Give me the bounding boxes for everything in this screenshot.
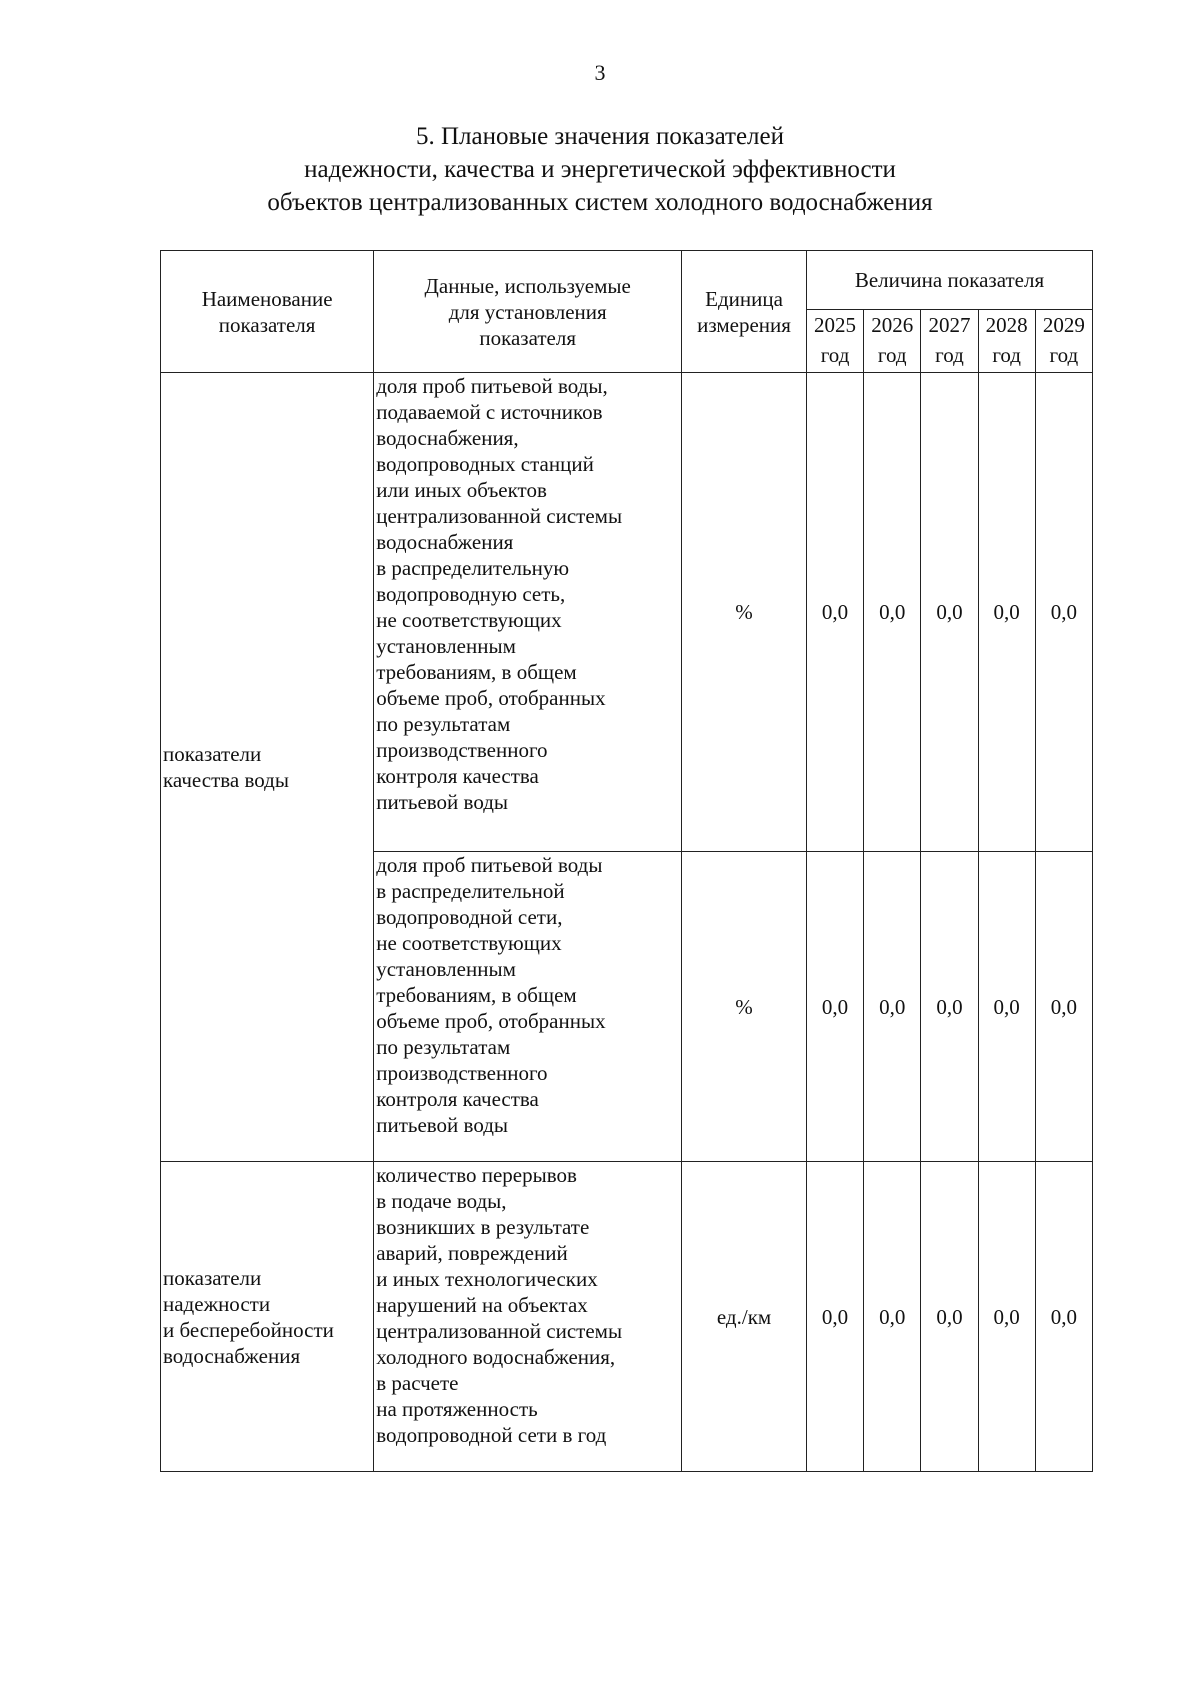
indicator-value-2025: 0,0 xyxy=(806,373,863,852)
indicator-value-2025: 0,0 xyxy=(806,1162,863,1472)
header-year-suffix: год xyxy=(935,343,964,367)
header-year-2027 xyxy=(921,310,978,373)
document-title xyxy=(0,120,1200,219)
indicator-value-2027: 0,0 xyxy=(921,852,978,1162)
header-year-number: 2028 xyxy=(985,313,1028,337)
header-year-number: 2025 xyxy=(814,313,857,337)
header-year-number: 2027 xyxy=(928,313,971,337)
header-year-suffix: год xyxy=(992,343,1021,367)
header-year-2026 xyxy=(864,310,921,373)
header-year-suffix: год xyxy=(820,343,850,367)
table-row xyxy=(161,1162,1093,1472)
header-indicator-name: Наименование показателя xyxy=(161,251,374,373)
indicator-source-data: доля проб питьевой воды, подаваемой с источников водоснабжения, водопроводных станций или иных объектов централизованной системы водоснабжения в распределительную водопроводную сеть, не соответствующих установленным требованиям, в общем объеме проб, отобранных по результатам производственного контроля качества питьевой воды xyxy=(374,373,682,852)
indicator-value-2026: 0,0 xyxy=(864,852,921,1162)
indicator-value-2029: 0,0 xyxy=(1035,373,1092,852)
indicator-unit: % xyxy=(682,373,807,852)
indicator-source-data: доля проб питьевой воды в распределительной водопроводной сети, не соответствующих установленным требованиям, в общем объеме проб, отобранных по результатам производственного контроля качества питьевой воды xyxy=(374,852,682,1162)
indicator-value-2028: 0,0 xyxy=(978,373,1035,852)
header-year-2028 xyxy=(978,310,1035,373)
indicator-value-2027: 0,0 xyxy=(921,373,978,852)
indicator-value-2028: 0,0 xyxy=(978,1162,1035,1472)
indicator-value-2029: 0,0 xyxy=(1035,852,1092,1162)
indicator-value-2025: 0,0 xyxy=(806,852,863,1162)
indicator-value-2027: 0,0 xyxy=(921,1162,978,1472)
page-number: 3 xyxy=(594,60,606,85)
indicator-group-name: показатели качества воды xyxy=(161,373,374,1162)
header-year-number: 2029 xyxy=(1042,313,1085,337)
header-indicator-value: Величина показателя xyxy=(806,251,1092,310)
indicator-unit: % xyxy=(682,852,807,1162)
header-year-number: 2026 xyxy=(871,313,914,337)
header-year-2025 xyxy=(806,310,863,373)
title-line-3: объектов централизованных систем холодного водоснабжения xyxy=(267,189,933,216)
indicator-group-name: показатели надежности и бесперебойности водоснабжения xyxy=(161,1162,374,1472)
title-line-2: надежности, качества и энергетической эффективности xyxy=(304,156,896,183)
header-year-2029 xyxy=(1035,310,1092,373)
table-row xyxy=(161,373,1093,852)
indicator-value-2028: 0,0 xyxy=(978,852,1035,1162)
indicator-value-2026: 0,0 xyxy=(864,1162,921,1472)
header-source-data: Данные, используемые для установления показателя xyxy=(374,251,682,373)
indicator-source-data: количество перерывов в подаче воды, возникших в результате аварий, повреждений и иных технологических нарушений на объектах централизованной системы холодного водоснабжения, в расчете на протяженность водопроводной сети в год xyxy=(374,1162,682,1472)
indicator-value-2026: 0,0 xyxy=(864,373,921,852)
title-line-1: 5. Плановые значения показателей xyxy=(415,123,785,150)
indicator-value-2029: 0,0 xyxy=(1035,1162,1092,1472)
indicators-table xyxy=(160,250,1093,1472)
header-year-suffix: год xyxy=(877,343,907,367)
indicator-unit: ед./км xyxy=(682,1162,807,1472)
header-year-suffix: год xyxy=(1049,343,1079,367)
header-unit: Единица измерения xyxy=(682,251,807,373)
